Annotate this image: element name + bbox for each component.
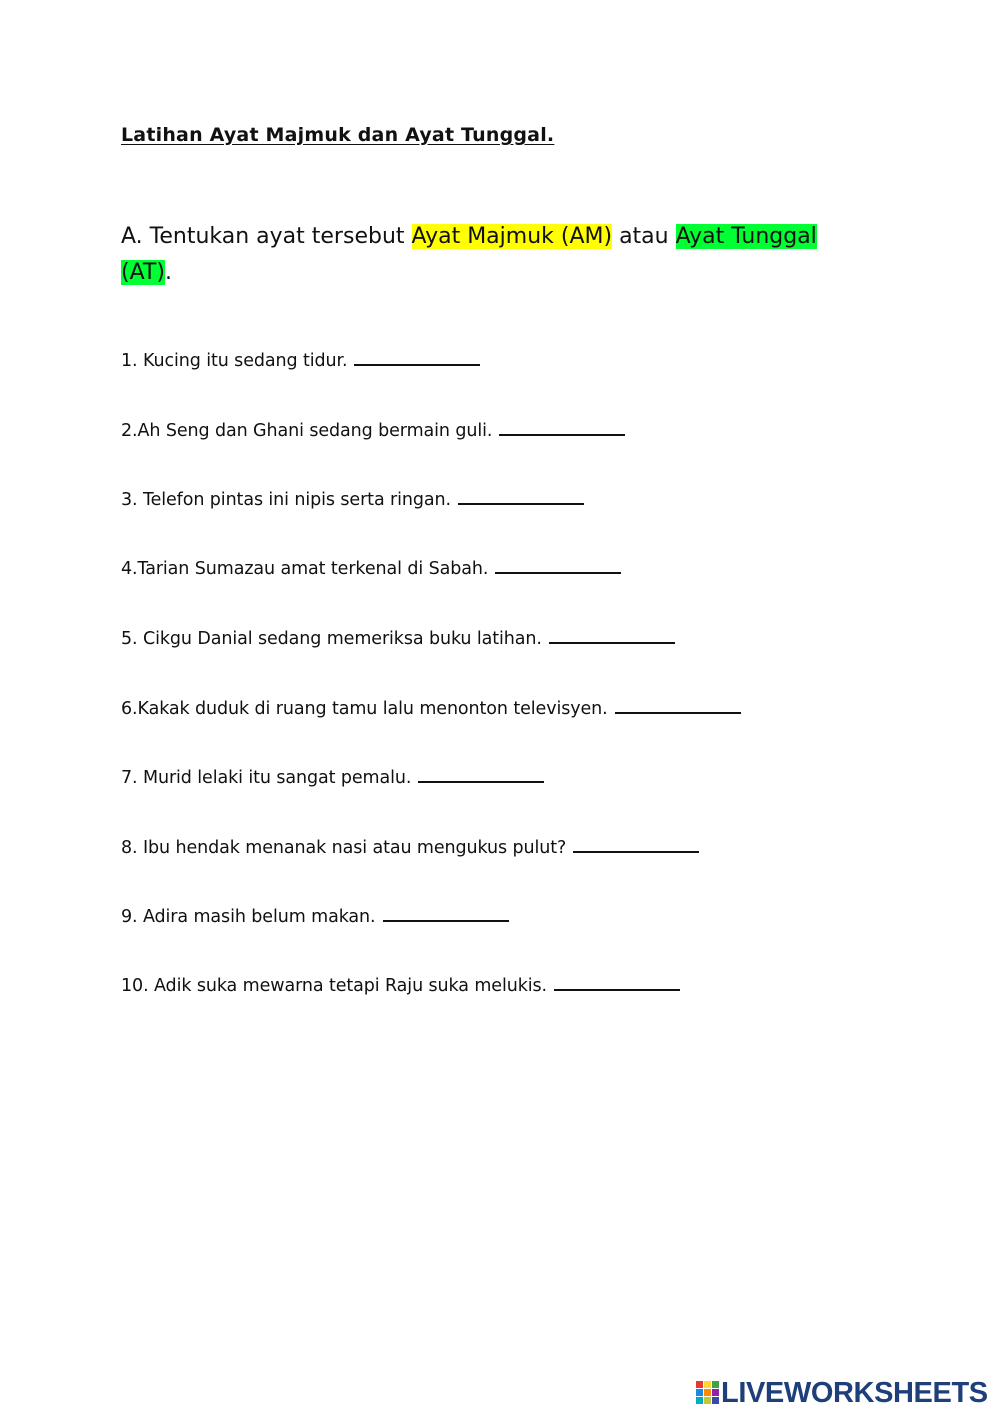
- highlight-ayat-tunggal: Ayat Tunggal (AT): [121, 224, 817, 285]
- question-8-text: 8. Ibu hendak menanak nasi atau mengukus pulut?: [121, 838, 567, 858]
- instruction-prefix: A. Tentukan ayat tersebut: [121, 224, 412, 249]
- answer-blank-9[interactable]: [383, 906, 509, 922]
- logo-tile: [712, 1381, 719, 1388]
- question-1: [121, 350, 480, 371]
- question-6: [121, 698, 741, 719]
- answer-blank-10[interactable]: [554, 975, 680, 991]
- answer-blank-1[interactable]: [354, 350, 480, 366]
- liveworksheets-logo: [696, 1378, 988, 1408]
- liveworksheets-grid-icon: [696, 1381, 718, 1405]
- highlight-ayat-majmuk: Ayat Majmuk (AM): [411, 224, 613, 249]
- question-8: [121, 837, 699, 858]
- logo-tile: [712, 1389, 719, 1396]
- question-9-text: 9. Adira masih belum makan.: [121, 907, 376, 927]
- answer-blank-5[interactable]: [549, 628, 675, 644]
- answer-blank-3[interactable]: [458, 489, 584, 505]
- answer-blank-6[interactable]: [615, 698, 741, 714]
- question-4-text: 4.Tarian Sumazau amat terkenal di Sabah.: [121, 559, 489, 579]
- question-7-text: 7. Murid lelaki itu sangat pemalu.: [121, 768, 412, 788]
- instruction-middle: atau: [612, 224, 676, 249]
- question-2-text: 2.Ah Seng dan Ghani sedang bermain guli.: [121, 421, 493, 441]
- question-10: [121, 975, 680, 996]
- answer-blank-2[interactable]: [499, 420, 625, 436]
- question-7: [121, 767, 544, 788]
- question-1-text: 1. Kucing itu sedang tidur.: [121, 351, 348, 371]
- answer-blank-7[interactable]: [418, 767, 544, 783]
- question-9: [121, 906, 509, 927]
- question-5-text: 5. Cikgu Danial sedang memeriksa buku latihan.: [121, 629, 542, 649]
- answer-blank-8[interactable]: [573, 837, 699, 853]
- logo-tile: [704, 1381, 711, 1388]
- logo-tile: [712, 1397, 719, 1404]
- question-3: [121, 489, 584, 510]
- question-6-text: 6.Kakak duduk di ruang tamu lalu menonton televisyen.: [121, 699, 608, 719]
- question-10-text: 10. Adik suka mewarna tetapi Raju suka melukis.: [121, 976, 547, 996]
- question-3-text: 3. Telefon pintas ini nipis serta ringan.: [121, 490, 451, 510]
- worksheet-title: Latihan Ayat Majmuk dan Ayat Tunggal.: [121, 124, 555, 146]
- question-2: [121, 420, 625, 441]
- question-5: [121, 628, 675, 649]
- answer-blank-4[interactable]: [495, 558, 621, 574]
- question-4: [121, 558, 621, 579]
- instruction-suffix: .: [164, 260, 172, 285]
- logo-tile: [696, 1381, 703, 1388]
- logo-tile: [696, 1397, 703, 1404]
- logo-tile: [696, 1389, 703, 1396]
- instruction-text: [121, 219, 841, 291]
- liveworksheets-wordmark: LIVEWORKSHEETS: [721, 1376, 988, 1409]
- logo-tile: [704, 1397, 711, 1404]
- logo-tile: [704, 1389, 711, 1396]
